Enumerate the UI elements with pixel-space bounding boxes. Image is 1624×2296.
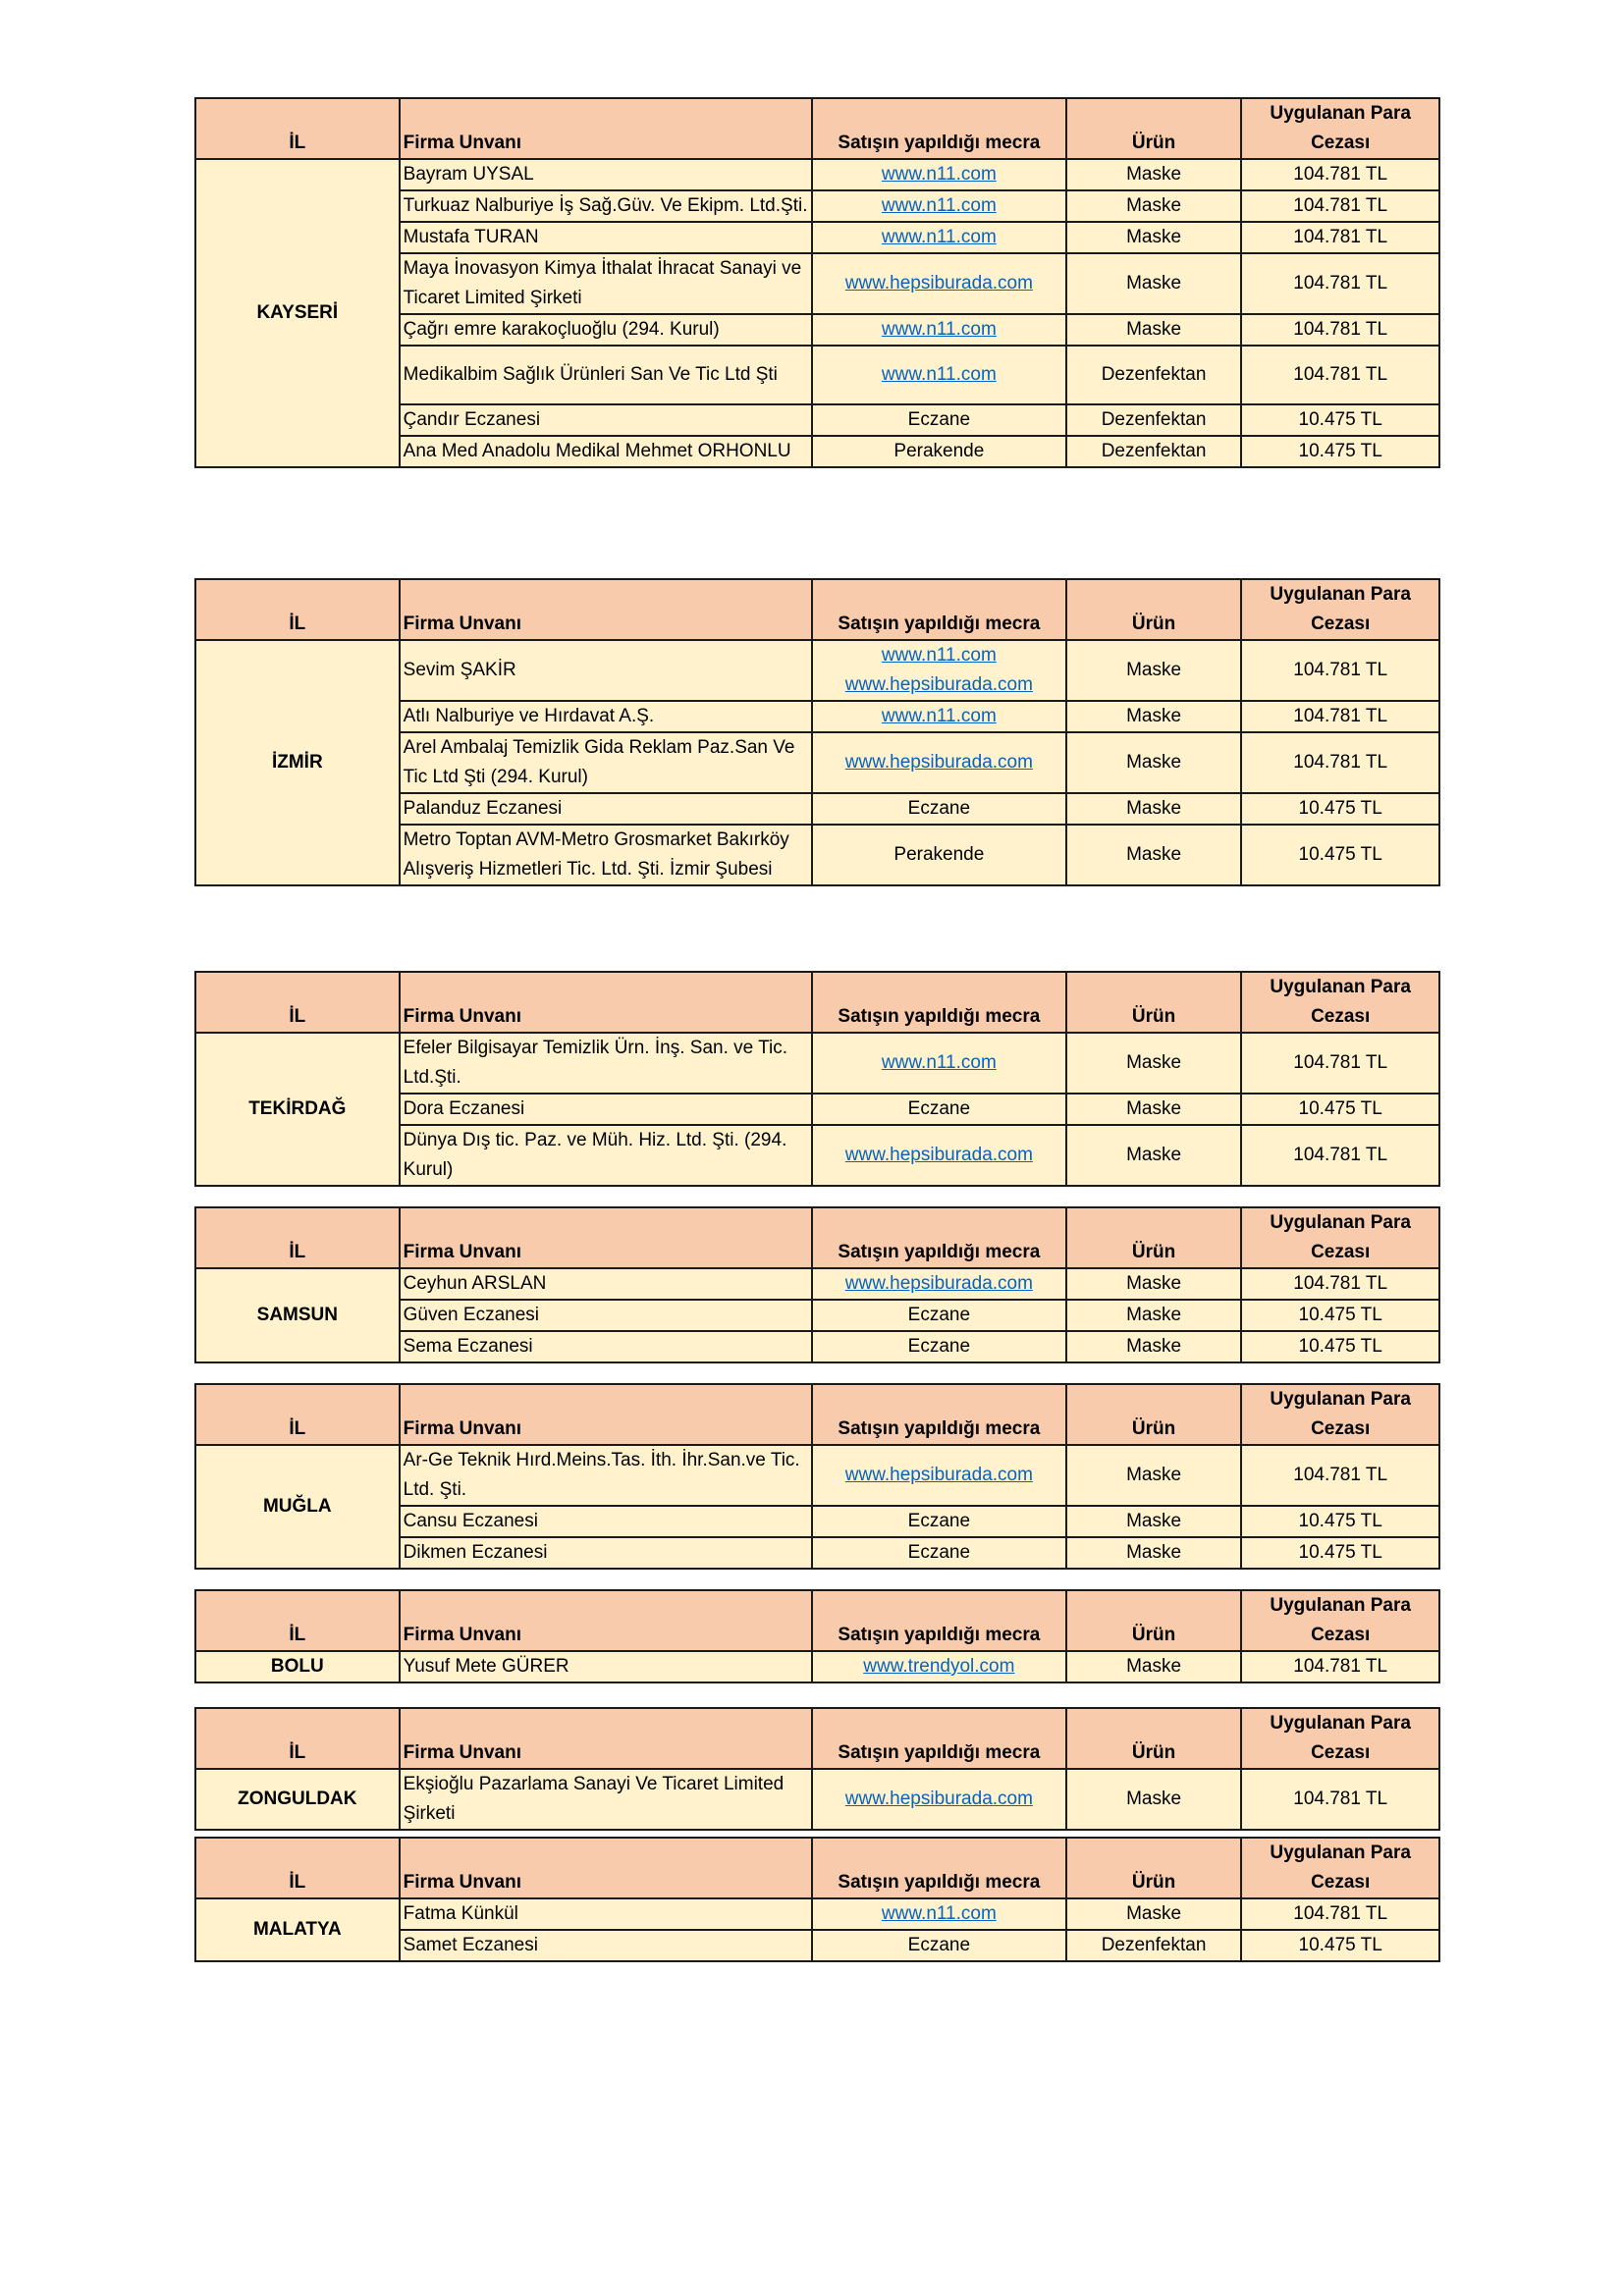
il-cell: İZMİR <box>195 640 400 885</box>
firma-cell: Arel Ambalaj Temizlik Gida Reklam Paz.San Ve Tic Ltd Şti (294. Kurul) <box>400 732 812 793</box>
header-ceza <box>1241 579 1439 640</box>
header-ceza-line2: Cezası <box>1311 1872 1371 1893</box>
firma-cell: Metro Toptan AVM-Metro Grosmarket Bakırköy Alışveriş Hizmetleri Tic. Ltd. Şti. İzmir Şubesi <box>400 825 812 885</box>
header-il: İL <box>195 98 400 159</box>
mecra-link[interactable]: www.n11.com <box>881 319 997 340</box>
mecra-link[interactable]: www.n11.com <box>881 1903 997 1924</box>
penalty-table-zonguldak <box>194 1707 1440 1831</box>
header-ceza <box>1241 98 1439 159</box>
header-mecra: Satışın yapıldığı mecra <box>812 1838 1066 1898</box>
urun-cell: Maske <box>1066 1033 1242 1094</box>
header-ceza <box>1241 1708 1439 1769</box>
header-ceza-line1: Uygulanan Para <box>1270 1212 1411 1233</box>
ceza-cell: 104.781 TL <box>1241 1651 1439 1682</box>
mecra-cell <box>812 1506 1066 1537</box>
header-ceza-line2: Cezası <box>1311 1625 1371 1645</box>
penalty-table-tekirdag <box>194 971 1440 1187</box>
ceza-cell: 10.475 TL <box>1241 825 1439 885</box>
header-firma: Firma Unvanı <box>400 1708 812 1769</box>
firma-cell: Ekşioğlu Pazarlama Sanayi Ve Ticaret Limited Şirketi <box>400 1769 812 1830</box>
mecra-cell <box>812 436 1066 467</box>
mecra-link[interactable]: www.hepsiburada.com <box>844 1789 1033 1809</box>
urun-cell: Maske <box>1066 1445 1242 1506</box>
ceza-cell: 104.781 TL <box>1241 346 1439 404</box>
header-ceza-line1: Uygulanan Para <box>1270 1595 1411 1616</box>
header-mecra: Satışın yapıldığı mecra <box>812 1708 1066 1769</box>
header-mecra: Satışın yapıldığı mecra <box>812 1207 1066 1268</box>
ceza-cell: 104.781 TL <box>1241 732 1439 793</box>
header-ceza <box>1241 1207 1439 1268</box>
mecra-link[interactable]: www.n11.com <box>881 227 997 247</box>
header-urun: Ürün <box>1066 972 1242 1033</box>
header-firma: Firma Unvanı <box>400 1384 812 1445</box>
urun-cell: Maske <box>1066 1537 1242 1569</box>
penalty-table-kayseri <box>194 97 1440 468</box>
firma-cell: Bayram UYSAL <box>400 159 812 190</box>
firma-cell: Ar-Ge Teknik Hırd.Meins.Tas. İth. İhr.San.ve Tic. Ltd. Şti. <box>400 1445 812 1506</box>
table-header-row <box>195 1838 1439 1898</box>
mecra-cell <box>812 1930 1066 1961</box>
penalty-table-mugla <box>194 1383 1440 1570</box>
header-ceza-line1: Uygulanan Para <box>1270 584 1411 605</box>
il-cell: KAYSERİ <box>195 159 400 467</box>
header-ceza-line1: Uygulanan Para <box>1270 1389 1411 1410</box>
mecra-link[interactable]: www.n11.com <box>881 195 997 216</box>
penalty-table-bolu <box>194 1589 1440 1683</box>
urun-cell: Maske <box>1066 793 1242 825</box>
header-urun: Ürün <box>1066 98 1242 159</box>
header-ceza <box>1241 1590 1439 1651</box>
mecra-link[interactable]: www.n11.com <box>881 645 997 666</box>
header-ceza <box>1241 1384 1439 1445</box>
header-ceza-line2: Cezası <box>1311 1242 1371 1262</box>
urun-cell: Dezenfektan <box>1066 436 1242 467</box>
header-il: İL <box>195 579 400 640</box>
mecra-cell <box>812 1898 1066 1930</box>
firma-cell: Maya İnovasyon Kimya İthalat İhracat Sanayi ve Ticaret Limited Şirketi <box>400 253 812 314</box>
firma-cell: Dünya Dış tic. Paz. ve Müh. Hiz. Ltd. Şti. (294. Kurul) <box>400 1125 812 1186</box>
penalty-table-izmir <box>194 578 1440 886</box>
mecra-link[interactable]: www.hepsiburada.com <box>844 674 1033 695</box>
il-cell: SAMSUN <box>195 1268 400 1362</box>
mecra-cell <box>812 404 1066 436</box>
header-ceza-line1: Uygulanan Para <box>1270 977 1411 997</box>
mecra-cell <box>812 1537 1066 1569</box>
mecra-text: Eczane <box>907 1542 971 1563</box>
penalty-table-samsun <box>194 1206 1440 1363</box>
urun-cell: Maske <box>1066 1651 1242 1682</box>
mecra-cell <box>812 1125 1066 1186</box>
ceza-cell: 104.781 TL <box>1241 1445 1439 1506</box>
urun-cell: Maske <box>1066 1331 1242 1362</box>
ceza-cell: 10.475 TL <box>1241 1331 1439 1362</box>
header-firma: Firma Unvanı <box>400 972 812 1033</box>
header-mecra: Satışın yapıldığı mecra <box>812 972 1066 1033</box>
il-cell: ZONGULDAK <box>195 1769 400 1830</box>
header-urun: Ürün <box>1066 1708 1242 1769</box>
firma-cell: Sevim ŞAKİR <box>400 640 812 701</box>
header-firma: Firma Unvanı <box>400 98 812 159</box>
header-urun: Ürün <box>1066 1384 1242 1445</box>
header-il: İL <box>195 1207 400 1268</box>
firma-cell: Turkuaz Nalburiye İş Sağ.Güv. Ve Ekipm. Ltd.Şti. <box>400 190 812 222</box>
header-mecra: Satışın yapıldığı mecra <box>812 1590 1066 1651</box>
mecra-text: Perakende <box>893 441 985 461</box>
mecra-cell <box>812 190 1066 222</box>
header-il: İL <box>195 1708 400 1769</box>
ceza-cell: 104.781 TL <box>1241 222 1439 253</box>
urun-cell: Maske <box>1066 1769 1242 1830</box>
mecra-cell <box>812 701 1066 732</box>
ceza-cell: 104.781 TL <box>1241 1769 1439 1830</box>
table-header-row <box>195 972 1439 1033</box>
urun-cell: Maske <box>1066 253 1242 314</box>
table-header-row <box>195 1590 1439 1651</box>
firma-cell: Çandır Eczanesi <box>400 404 812 436</box>
mecra-link[interactable]: www.hepsiburada.com <box>844 1145 1033 1165</box>
ceza-cell: 104.781 TL <box>1241 1033 1439 1094</box>
ceza-cell: 10.475 TL <box>1241 1930 1439 1961</box>
table-row <box>195 1033 1439 1094</box>
mecra-link[interactable]: www.n11.com <box>881 1052 997 1073</box>
mecra-cell <box>812 1445 1066 1506</box>
firma-cell: Sema Eczanesi <box>400 1331 812 1362</box>
mecra-cell <box>812 346 1066 404</box>
urun-cell: Maske <box>1066 159 1242 190</box>
mecra-cell <box>812 1769 1066 1830</box>
header-firma: Firma Unvanı <box>400 579 812 640</box>
ceza-cell: 10.475 TL <box>1241 793 1439 825</box>
urun-cell: Maske <box>1066 1300 1242 1331</box>
header-mecra: Satışın yapıldığı mecra <box>812 1384 1066 1445</box>
mecra-link[interactable]: www.hepsiburada.com <box>844 273 1033 294</box>
header-il: İL <box>195 1838 400 1898</box>
il-cell: TEKİRDAĞ <box>195 1033 400 1186</box>
firma-cell: Samet Eczanesi <box>400 1930 812 1961</box>
table-row <box>195 640 1439 701</box>
mecra-cell <box>812 1651 1066 1682</box>
table-row <box>195 1445 1439 1506</box>
table-row <box>195 159 1439 190</box>
header-mecra: Satışın yapıldığı mecra <box>812 98 1066 159</box>
urun-cell: Dezenfektan <box>1066 404 1242 436</box>
ceza-cell: 10.475 TL <box>1241 404 1439 436</box>
urun-cell: Maske <box>1066 825 1242 885</box>
ceza-cell: 104.781 TL <box>1241 701 1439 732</box>
header-urun: Ürün <box>1066 1590 1242 1651</box>
mecra-cell <box>812 1331 1066 1362</box>
mecra-text: Eczane <box>907 409 971 430</box>
header-ceza-line2: Cezası <box>1311 133 1371 153</box>
mecra-link[interactable]: www.n11.com <box>881 164 997 185</box>
ceza-cell: 104.781 TL <box>1241 159 1439 190</box>
firma-cell: Fatma Künkül <box>400 1898 812 1930</box>
mecra-cell <box>812 253 1066 314</box>
ceza-cell: 10.475 TL <box>1241 1506 1439 1537</box>
header-firma: Firma Unvanı <box>400 1838 812 1898</box>
table-header-row <box>195 1708 1439 1769</box>
header-ceza-line2: Cezası <box>1311 1418 1371 1439</box>
mecra-link[interactable]: www.trendyol.com <box>863 1656 1015 1677</box>
il-cell: MALATYA <box>195 1898 400 1961</box>
urun-cell: Maske <box>1066 314 1242 346</box>
header-ceza-line2: Cezası <box>1311 1742 1371 1763</box>
header-ceza-line2: Cezası <box>1311 1006 1371 1027</box>
mecra-cell <box>812 640 1066 701</box>
mecra-cell <box>812 222 1066 253</box>
urun-cell: Maske <box>1066 1094 1242 1125</box>
firma-cell: Atlı Nalburiye ve Hırdavat A.Ş. <box>400 701 812 732</box>
header-ceza <box>1241 1838 1439 1898</box>
mecra-link[interactable]: www.hepsiburada.com <box>844 752 1033 773</box>
mecra-link[interactable]: www.n11.com <box>881 706 997 726</box>
table-row <box>195 1769 1439 1830</box>
ceza-cell: 104.781 TL <box>1241 640 1439 701</box>
mecra-link[interactable]: www.n11.com <box>881 364 997 385</box>
ceza-cell: 10.475 TL <box>1241 1537 1439 1569</box>
urun-cell: Maske <box>1066 222 1242 253</box>
header-urun: Ürün <box>1066 1207 1242 1268</box>
urun-cell: Maske <box>1066 1898 1242 1930</box>
table-row <box>195 1268 1439 1300</box>
mecra-link[interactable]: www.hepsiburada.com <box>844 1465 1033 1485</box>
mecra-cell <box>812 732 1066 793</box>
header-mecra: Satışın yapıldığı mecra <box>812 579 1066 640</box>
urun-cell: Dezenfektan <box>1066 1930 1242 1961</box>
firma-cell: Efeler Bilgisayar Temizlik Ürn. İnş. San. ve Tic. Ltd.Şti. <box>400 1033 812 1094</box>
header-ceza <box>1241 972 1439 1033</box>
firma-cell: Cansu Eczanesi <box>400 1506 812 1537</box>
mecra-cell <box>812 1300 1066 1331</box>
header-il: İL <box>195 1384 400 1445</box>
header-ceza-line2: Cezası <box>1311 614 1371 634</box>
header-il: İL <box>195 1590 400 1651</box>
mecra-text: Perakende <box>893 844 985 865</box>
table-header-row <box>195 579 1439 640</box>
urun-cell: Maske <box>1066 1506 1242 1537</box>
ceza-cell: 104.781 TL <box>1241 314 1439 346</box>
mecra-cell <box>812 159 1066 190</box>
il-cell: MUĞLA <box>195 1445 400 1569</box>
firma-cell: Dora Eczanesi <box>400 1094 812 1125</box>
header-ceza-line1: Uygulanan Para <box>1270 1713 1411 1734</box>
ceza-cell: 10.475 TL <box>1241 1094 1439 1125</box>
table-header-row <box>195 1207 1439 1268</box>
ceza-cell: 104.781 TL <box>1241 1898 1439 1930</box>
firma-cell: Güven Eczanesi <box>400 1300 812 1331</box>
header-ceza-line1: Uygulanan Para <box>1270 1842 1411 1863</box>
mecra-text: Eczane <box>907 1511 971 1531</box>
header-il: İL <box>195 972 400 1033</box>
mecra-text: Eczane <box>907 1935 971 1955</box>
mecra-cell <box>812 1094 1066 1125</box>
header-firma: Firma Unvanı <box>400 1207 812 1268</box>
header-ceza-line1: Uygulanan Para <box>1270 103 1411 124</box>
firma-cell: Ana Med Anadolu Medikal Mehmet ORHONLU <box>400 436 812 467</box>
mecra-link[interactable]: www.hepsiburada.com <box>844 1273 1033 1294</box>
firma-cell: Medikalbim Sağlık Ürünleri San Ve Tic Ltd Şti <box>400 346 812 404</box>
mecra-cell <box>812 1268 1066 1300</box>
header-urun: Ürün <box>1066 579 1242 640</box>
firma-cell: Çağrı emre karakoçluoğlu (294. Kurul) <box>400 314 812 346</box>
urun-cell: Dezenfektan <box>1066 346 1242 404</box>
firma-cell: Mustafa TURAN <box>400 222 812 253</box>
mecra-cell <box>812 314 1066 346</box>
mecra-text: Eczane <box>907 1305 971 1325</box>
firma-cell: Yusuf Mete GÜRER <box>400 1651 812 1682</box>
mecra-text: Eczane <box>907 798 971 819</box>
ceza-cell: 104.781 TL <box>1241 190 1439 222</box>
table-header-row <box>195 98 1439 159</box>
mecra-cell <box>812 793 1066 825</box>
ceza-cell: 10.475 TL <box>1241 1300 1439 1331</box>
header-firma: Firma Unvanı <box>400 1590 812 1651</box>
table-header-row <box>195 1384 1439 1445</box>
ceza-cell: 104.781 TL <box>1241 253 1439 314</box>
mecra-text: Eczane <box>907 1098 971 1119</box>
ceza-cell: 104.781 TL <box>1241 1268 1439 1300</box>
firma-cell: Ceyhun ARSLAN <box>400 1268 812 1300</box>
urun-cell: Maske <box>1066 640 1242 701</box>
mecra-cell <box>812 825 1066 885</box>
table-row <box>195 1898 1439 1930</box>
firma-cell: Palanduz Eczanesi <box>400 793 812 825</box>
il-cell: BOLU <box>195 1651 400 1682</box>
firma-cell: Dikmen Eczanesi <box>400 1537 812 1569</box>
penalty-table-malatya <box>194 1837 1440 1962</box>
urun-cell: Maske <box>1066 1268 1242 1300</box>
table-row <box>195 1651 1439 1682</box>
mecra-text: Eczane <box>907 1336 971 1357</box>
mecra-cell <box>812 1033 1066 1094</box>
urun-cell: Maske <box>1066 701 1242 732</box>
ceza-cell: 10.475 TL <box>1241 436 1439 467</box>
urun-cell: Maske <box>1066 732 1242 793</box>
urun-cell: Maske <box>1066 190 1242 222</box>
ceza-cell: 104.781 TL <box>1241 1125 1439 1186</box>
urun-cell: Maske <box>1066 1125 1242 1186</box>
header-urun: Ürün <box>1066 1838 1242 1898</box>
